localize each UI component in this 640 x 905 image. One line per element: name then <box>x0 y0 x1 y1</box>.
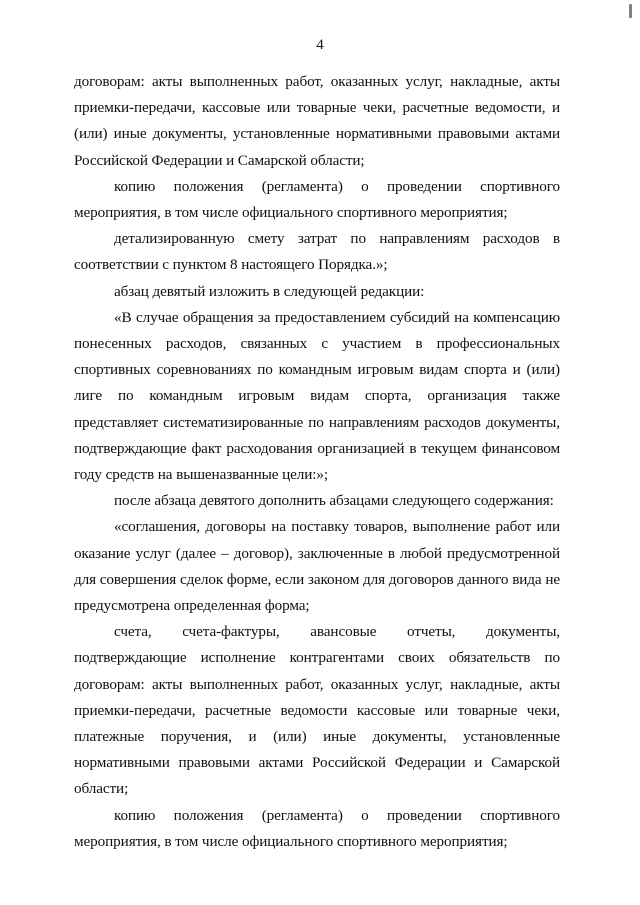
paragraph-amendment-ninth: абзац девятый изложить в следующей редакции: <box>114 282 425 300</box>
paragraph-regulation-copy-repeat: копию положения (регламента) о проведении спортивного мероприятия, в том числе официального спортивного мероприятия; <box>74 806 560 850</box>
paragraph-regulation-copy: копию положения (регламента) о проведении спортивного мероприятия, в том числе официального спортивного мероприятия; <box>74 177 560 222</box>
paragraph-invoices: счета, счета-фактуры, авансовые отчеты, документы, подтверждающие исполнение контрагентами своих обязательств по договорам: акты выполненных работ, оказанных услуг, накладные, акты приемки-передачи, расчетные ведомости кассовые или товарные чеки, платежные поручения, и (или) иные документы, установленные нормативными правовыми актами Российской Федерации и Самарской области; <box>74 623 560 798</box>
page-number: 4 <box>316 37 324 53</box>
paragraph-agreements: «соглашения, договоры на поставку товаров, выполнение работ или оказание услуг (далее – договор), заключенные в любой предусмотренной для совершения сделок форме, если законом для договоров данного вида не предусмотрена определенная форма; <box>74 518 560 615</box>
paragraph-continuation: договорам: акты выполненных работ, оказанных услуг, накладные, акты приемки-передачи, кассовые или товарные чеки, расчетные ведомости, и (или) иные документы, установленные нормативными правовыми актами Российской Федерации и Самарской области; <box>74 73 560 169</box>
scan-artifact <box>629 4 632 18</box>
document-body <box>74 69 560 855</box>
paragraph-addition-intro: после абзаца девятого дополнить абзацами следующего содержания: <box>114 492 554 510</box>
paragraph-cost-estimate: детализированную смету затрат по направлениям расходов в соответствии с пунктом 8 настоящего Порядка.»; <box>74 230 560 274</box>
paragraph-quoted-subsidy: «В случае обращения за предоставлением субсидий на компенсацию понесенных расходов, связанных с участием в профессиональных спортивных соревнованиях по командным игровым видам спорта и (или) лиге по командным игровым видам спорта, организация также представляет систематизированные по направлениям расходов документы, подтверждающие факт расходования организацией в текущем финансовом году средств на вышеназванные цели:»; <box>74 308 560 484</box>
